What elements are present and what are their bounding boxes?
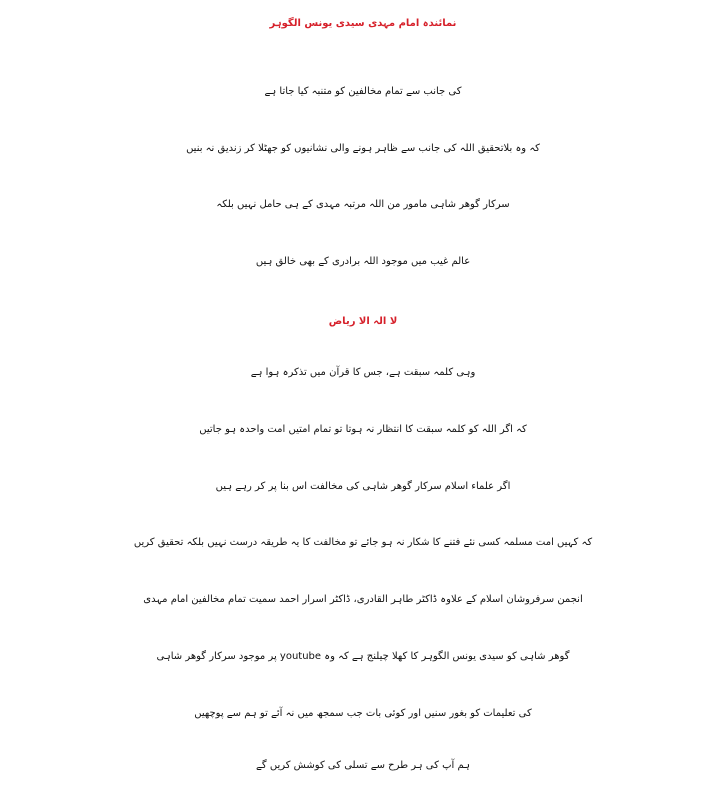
text-line-3: سرکار گوھر شاہی مامور من اللہ مرتبہ مہدی کے ہی حامل نہیں بلکہ [216,199,510,210]
text-line-1: کی جانب سے تمام مخالفین کو متنبہ کیا جاتا ہے [264,86,462,97]
kalima-heading: لا الہ الا ریاض [328,316,398,327]
text-line-8: کہ کہیں امت مسلمہ کسی نئے فتنے کا شکار نہ ہو جائے تو مخالفت کا یہ طریقہ درست نہیں بلکہ تحقیق کریں [133,537,593,548]
page-title: نمائندہ امام مہدی سیدی یونس الگوہر [269,18,457,29]
text-line-12: ہم آپ کی ہر طرح سے تسلی کی کوشش کریں گے [256,760,470,771]
text-line-5: وہی کلمہ سبقت ہے، جس کا قرآن میں تذکرہ ہوا ہے [250,367,476,378]
text-line-6: کہ اگر اللہ کو کلمہ سبقت کا انتظار نہ ہوتا تو تمام امتیں امت واحدہ ہو جاتیں [199,424,527,435]
text-line-10: گوھر شاہی کو سیدی یونس الگوہر کا کھلا چیلنج ہے کہ وہ youtube پر موجود سرکار گوھر شاہی [156,651,570,662]
text-line-11: کی تعلیمات کو بغور سنیں اور کوئی بات جب سمجھ میں نہ آئے تو ہم سے پوچھیں [194,708,532,719]
text-line-7: اگر علماء اسلام سرکار گوھر شاہی کی مخالفت اس بنا پر کر رہے ہیں [215,481,511,492]
text-line-2: کہ وہ بلاتحقیق اللہ کی جانب سے ظاہر ہونے والی نشانیوں کو جھٹلا کر زندیق نہ بنیں [186,143,540,154]
text-line-9: انجمن سرفروشان اسلام کے علاوہ ڈاکٹر طاہر القادری، ڈاکٹر اسرار احمد سمیت تمام مخالفین امام مہدی [143,594,583,605]
text-line-4: عالم غیب میں موجود اللہ برادری کے بھی خالق ہیں [255,256,471,267]
